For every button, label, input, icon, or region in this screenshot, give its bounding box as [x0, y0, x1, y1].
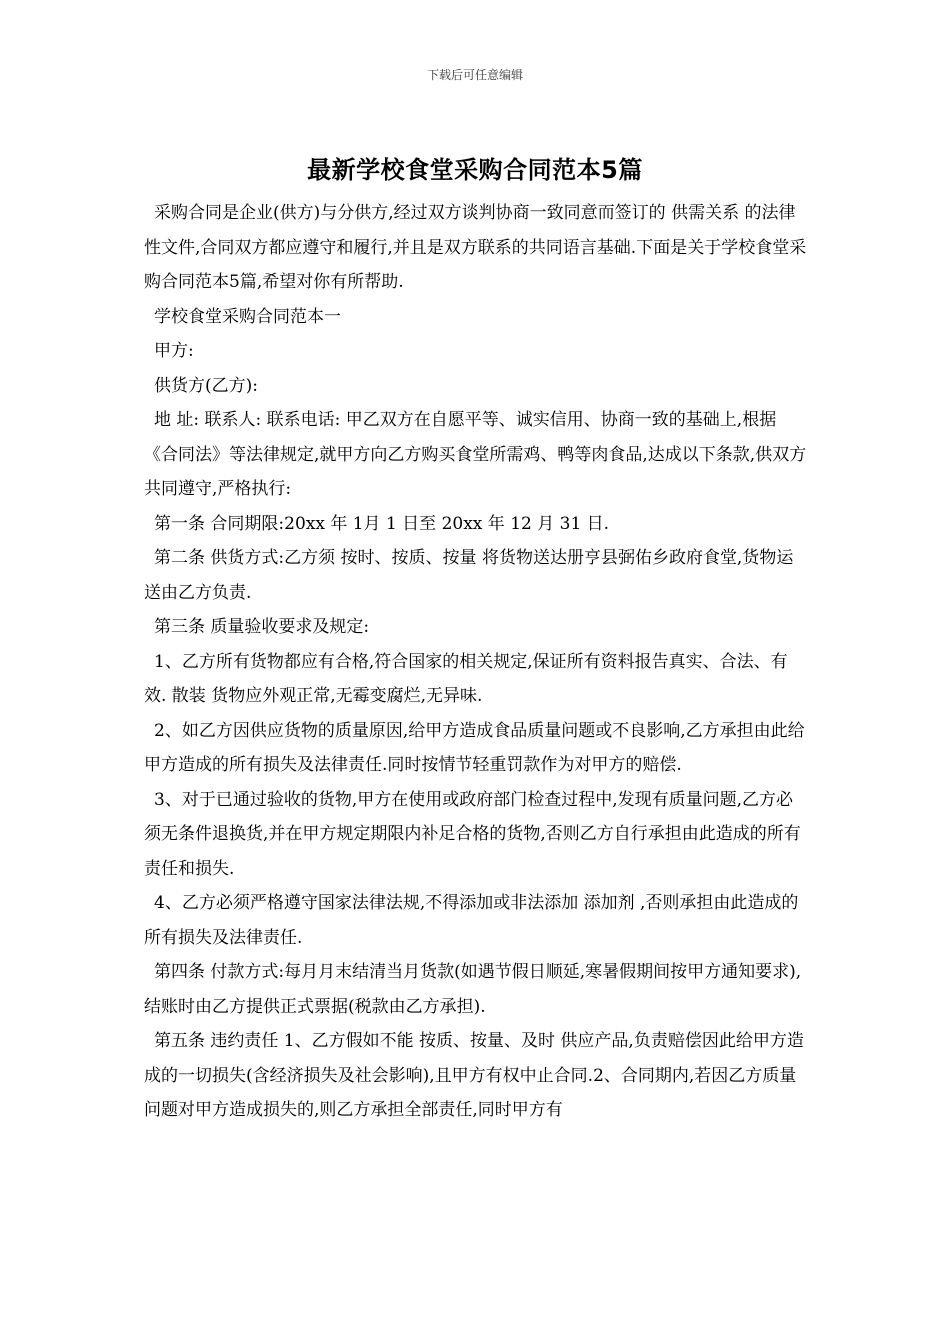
paragraph-clause-1: 1、乙方所有货物都应有合格,符合国家的相关规定,保证所有资料报告真实、合法、有效. 散装 货物应外观正常,无霉变腐烂,无异味.	[144, 651, 788, 706]
document-title: 最新学校食堂采购合同范本5篇	[307, 156, 643, 184]
paragraph-article-1: 第一条 合同期限:20xx 年 1月 1 日至 20xx 年 12 月 31 日.	[154, 513, 610, 534]
paragraph-clause-4: 4、乙方必须严格遵守国家法律法规,不得添加或非法添加 添加剂 ,否则承担由此造成的所有损失及法律责任.	[144, 893, 799, 948]
paragraph-article-5: 第五条 违约责任 1、乙方假如不能 按质、按量、及时 供应产品,负责赔偿因此给甲方造成的一切损失(含经济损失及社会影响),且甲方有权中止合同.2、合同期内,若因乙方质量问题对甲方造成损失的,则乙方承担全部责任,同时甲方有	[144, 1031, 804, 1120]
paragraph-party-a: 甲方:	[154, 341, 194, 361]
paragraph-article-3: 第三条 质量验收要求及规定:	[154, 617, 370, 637]
header-note: 下载后可任意编辑	[426, 68, 523, 82]
paragraph-party-b: 供货方(乙方):	[154, 375, 258, 396]
paragraph-intro: 采购合同是企业(供方)与分供方,经过双方谈判协商一致同意而签订的 供需关系 的法律性文件,合同双方都应遵守和履行,并且是双方联系的共同语言基础.下面是关于学校食堂采购合同范本5篇,希望对你有所帮助.	[144, 203, 807, 292]
paragraph-article-4: 第四条 付款方式:每月月末结清当月货款(如遇节假日顺延,寒暑假期间按甲方通知要求),结账时由乙方提供正式票据(税款由乙方承担).	[144, 962, 802, 1017]
paragraph-section-heading: 学校食堂采购合同范本一	[154, 306, 341, 327]
document-body	[144, 196, 808, 1128]
paragraph-article-2: 第二条 供货方式:乙方须 按时、按质、按量 将货物送达册亨县弼佑乡政府食堂,货物运送由乙方负责.	[144, 548, 794, 603]
paragraph-address-contact: 地 址: 联系人: 联系电话: 甲乙双方在自愿平等、诚实信用、协商一致的基础上,根据《合同法》等法律规定,就甲方向乙方购买食堂所需鸡、鸭等肉食品,达成以下条款,供双方共同遵守,严格执行:	[144, 410, 807, 499]
paragraph-clause-3: 3、对于已通过验收的货物,甲方在使用或政府部门检查过程中,发现有质量问题,乙方必须无条件退换货,并在甲方规定期限内补足合格的货物,否则乙方自行承担由此造成的所有责任和损失.	[144, 789, 801, 879]
paragraph-clause-2: 2、如乙方因供应货物的质量原因,给甲方造成食品质量问题或不良影响,乙方承担由此给甲方造成的所有损失及法律责任.同时按情节轻重罚款作为对甲方的赔偿.	[144, 720, 805, 775]
